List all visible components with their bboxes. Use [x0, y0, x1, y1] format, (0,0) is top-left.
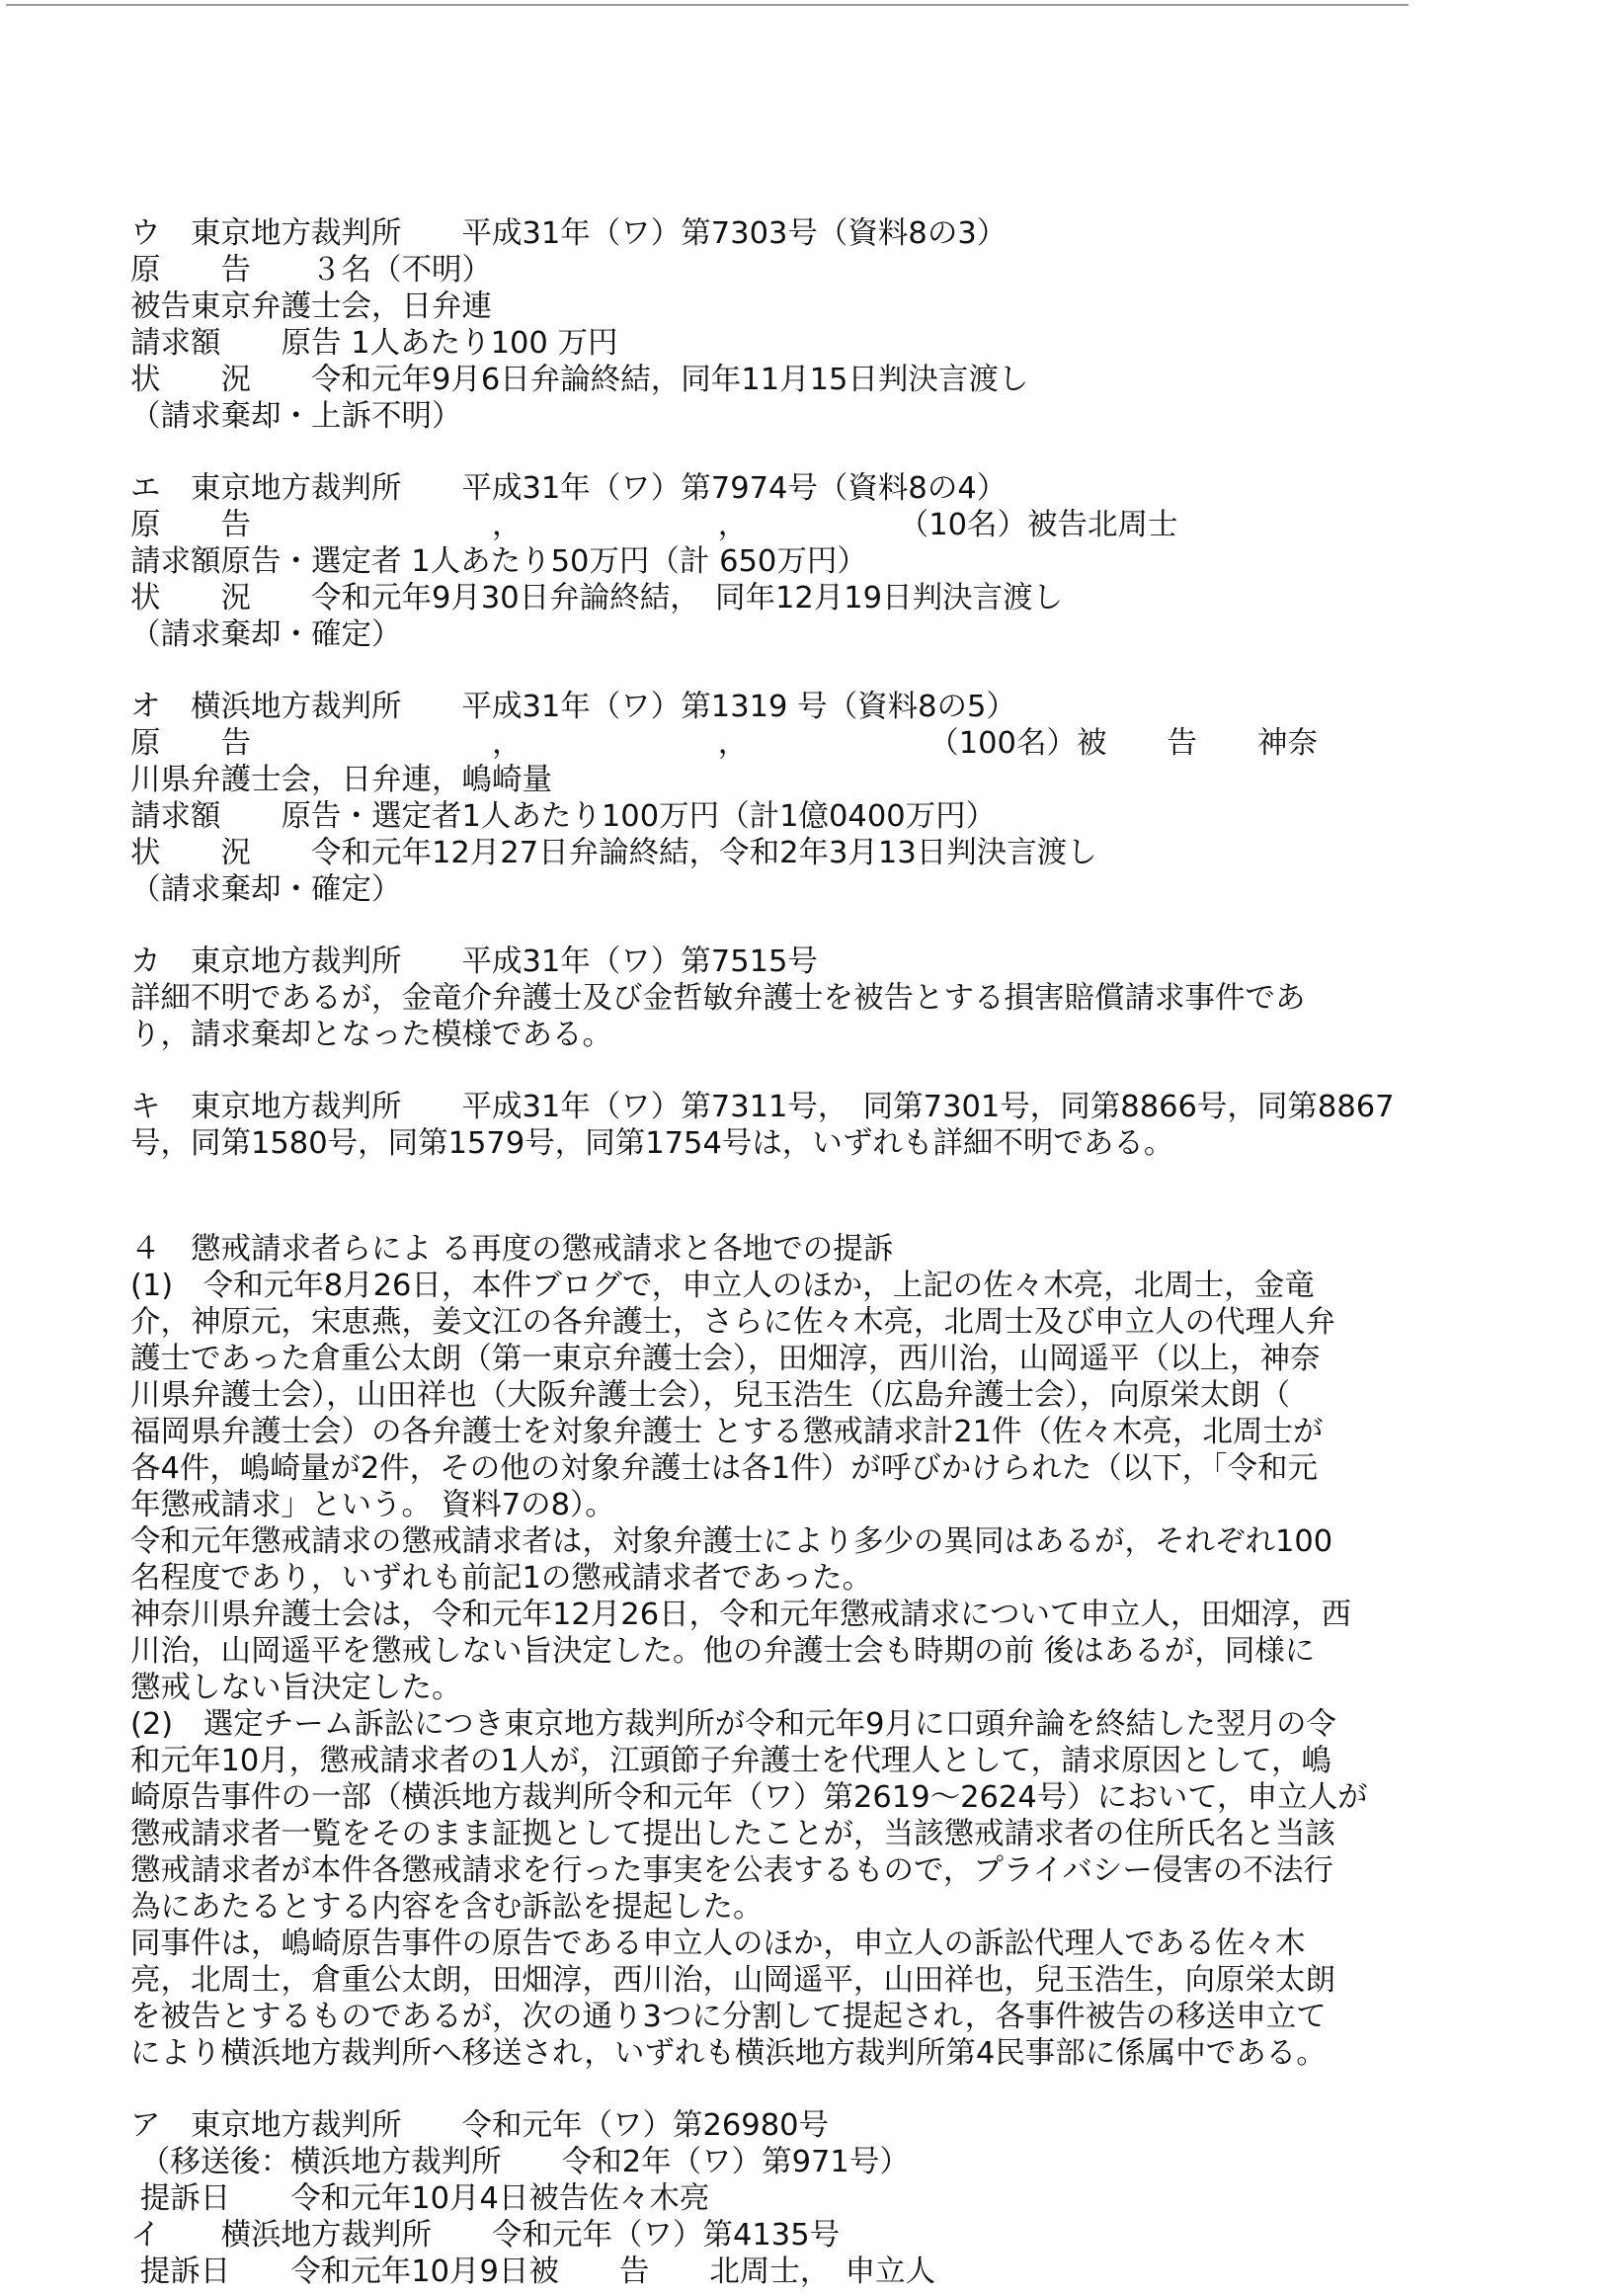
section-a [130, 2107, 1454, 2290]
section-u [130, 215, 1454, 435]
text-line: 懲戒請求者が本件各懲戒請求を行った事実を公表するもので，プライバシー侵害の不法行 [130, 1853, 1333, 1888]
text-line: 川県弁護士会，日弁連，嶋崎量 [130, 763, 552, 797]
text-line: 提訴日 令和元年10月4日被告佐々木亮 [130, 2181, 710, 2216]
text-line: 提訴日 令和元年10月9日被 告 北周士， 申立人 [130, 2255, 936, 2289]
text-line: 名程度であり，いずれも前記1の懲戒請求者であった。 [130, 1561, 873, 1596]
section-ki [130, 1089, 1454, 1162]
section-ka [130, 943, 1454, 1053]
scan-top-border [6, 4, 1409, 6]
section-o [130, 689, 1454, 908]
text-line: 被告東京弁護士会，日弁連 [130, 289, 492, 324]
text-line: 令和元年懲戒請求の懲戒請求者は，対象弁護士により多少の異同はあるが，それぞれ100 [130, 1524, 1333, 1559]
text-line: （請求棄却・確定） [130, 617, 402, 652]
text-line: 原 告 ， ， （100名）被 告 神奈 [130, 726, 1318, 761]
text-line: 亮，北周士，倉重公太朗，田畑淳，西川治，山岡遥平，山田祥也，兒玉浩生，向原栄太朗 [130, 1963, 1335, 1998]
text-line: 為にあたるとする内容を含む訴訟を提起した。 [130, 1890, 764, 1925]
spacer [130, 908, 1454, 943]
text-line: エ 東京地方裁判所 平成31年（ワ）第7974号（資料8の4） [130, 471, 1008, 506]
text-line: 懲戒しない旨決定した。 [130, 1671, 462, 1705]
spacer [130, 435, 1454, 470]
text-line: カ 東京地方裁判所 平成31年（ワ）第7515号 [130, 944, 818, 979]
text-line: 同事件は，嶋崎原告事件の原告である申立人のほか，申立人の訴訟代理人である佐々木 [130, 1927, 1306, 1961]
text-line: 請求額原告・選定者 1人あたり50万円（計 650万円） [130, 544, 867, 579]
text-line: 原 告 ， ， （10名）被告北周士 [130, 508, 1178, 542]
text-line: 川県弁護士会），山田祥也（大阪弁護士会），兒玉浩生（広島弁護士会），向原栄太朗（ [130, 1378, 1291, 1413]
text-line: (1) 令和元年8月26日，本件ブログで，申立人のほか，上記の佐々木亮，北周士，金竜 [130, 1269, 1315, 1303]
text-line: （請求棄却・上訴不明） [130, 399, 462, 434]
text-line: （請求棄却・確定） [130, 872, 402, 907]
text-line: 川治，山岡遥平を懲戒しない旨決定した。他の弁護士会も時期の前 後はあるが，同様に [130, 1634, 1316, 1669]
text-line: 福岡県弁護士会）の各弁護士を対象弁護士 とする懲戒請求計21件（佐々木亮，北周士が [130, 1415, 1324, 1449]
text-line: 懲戒請求者一覧をそのまま証拠として提出したことが，当該懲戒請求者の住所氏名と当該 [130, 1817, 1335, 1851]
text-line: 各4件，嶋崎量が2件，その他の対象弁護士は各1件）が呼びかけられた（以下，「令和元 [130, 1451, 1318, 1486]
text-line: 年懲戒請求」という。 資料7の8）。 [130, 1488, 615, 1522]
text-line: ウ 東京地方裁判所 平成31年（ワ）第7303号（資料8の3） [130, 216, 1008, 251]
text-line: 状 況 令和元年9月6日弁論終結，同年11月15日判決言渡し [130, 363, 1029, 397]
text-line: （移送後：横浜地方裁判所 令和2年（ワ）第971号） [130, 2145, 910, 2179]
text-line: ア 東京地方裁判所 令和元年（ワ）第26980号 [130, 2108, 830, 2143]
spacer [130, 653, 1454, 689]
text-line: により横浜地方裁判所へ移送され，いずれも横浜地方裁判所第4民事部に係属中である。 [130, 2036, 1327, 2071]
text-line: 号，同第1580号，同第1579号，同第1754号は，いずれも詳細不明である。 [130, 1126, 1174, 1161]
text-line: 介，神原元，宋恵燕，姜文江の各弁護士，さらに佐々木亮，北周士及び申立人の代理人弁 [130, 1305, 1335, 1340]
section-heading: ４ 懲戒請求者らによ る再度の懲戒請求と各地での提訴 [130, 1232, 894, 1267]
text-line: オ 横浜地方裁判所 平成31年（ワ）第1319 号（資料8の5） [130, 690, 1016, 724]
section-e [130, 470, 1454, 653]
text-line: 神奈川県弁護士会は，令和元年12月26日，令和元年懲戒請求について申立人，田畑淳，西 [130, 1598, 1352, 1632]
text-line: 詳細不明であるが，金竜介弁護士及び金哲敏弁護士を被告とする損害賠償請求事件であ [130, 981, 1306, 1016]
text-line: 和元年10月，懲戒請求者の1人が，江頭節子弁護士を代理人として，請求原因として，嶋 [130, 1744, 1331, 1778]
spacer [130, 1162, 1454, 1231]
text-line: を被告とするものであるが，次の通り3つに分割して提起され，各事件被告の移送申立て [130, 2000, 1327, 2034]
spacer [130, 1053, 1454, 1089]
document-page [130, 215, 1454, 2290]
text-line: 護士であった倉重公太朗（第一東京弁護士会），田畑淳，西川治，山岡遥平（以上，神奈 [130, 1342, 1321, 1376]
text-line: キ 東京地方裁判所 平成31年（ワ）第7311号， 同第7301号，同第8866号，同第8867 [130, 1090, 1395, 1124]
text-line: 請求額 原告・選定者1人あたり100万円（計1億0400万円） [130, 799, 997, 834]
text-line: 請求額 原告 1人あたり100 万円 [130, 326, 618, 361]
section-4 [130, 1231, 1454, 2072]
text-line: (2) 選定チーム訴訟につき東京地方裁判所が令和元年9月に口頭弁論を終結した翌月の令 [130, 1707, 1336, 1742]
text-line: 崎原告事件の一部（横浜地方裁判所令和元年（ワ）第2619～2624号）において，申立人が [130, 1780, 1368, 1815]
text-line: り，請求棄却となった模様である。 [130, 1018, 612, 1052]
text-line: 原 告 ３名（不明） [130, 253, 492, 287]
text-line: 状 況 令和元年9月30日弁論終結， 同年12月19日判決言渡し [130, 581, 1064, 615]
spacer [130, 2072, 1454, 2107]
text-line: イ 横浜地方裁判所 令和元年（ワ）第4135号 [130, 2218, 841, 2253]
text-line: 状 況 令和元年12月27日弁論終結，令和2年3月13日判決言渡し [130, 836, 1097, 870]
